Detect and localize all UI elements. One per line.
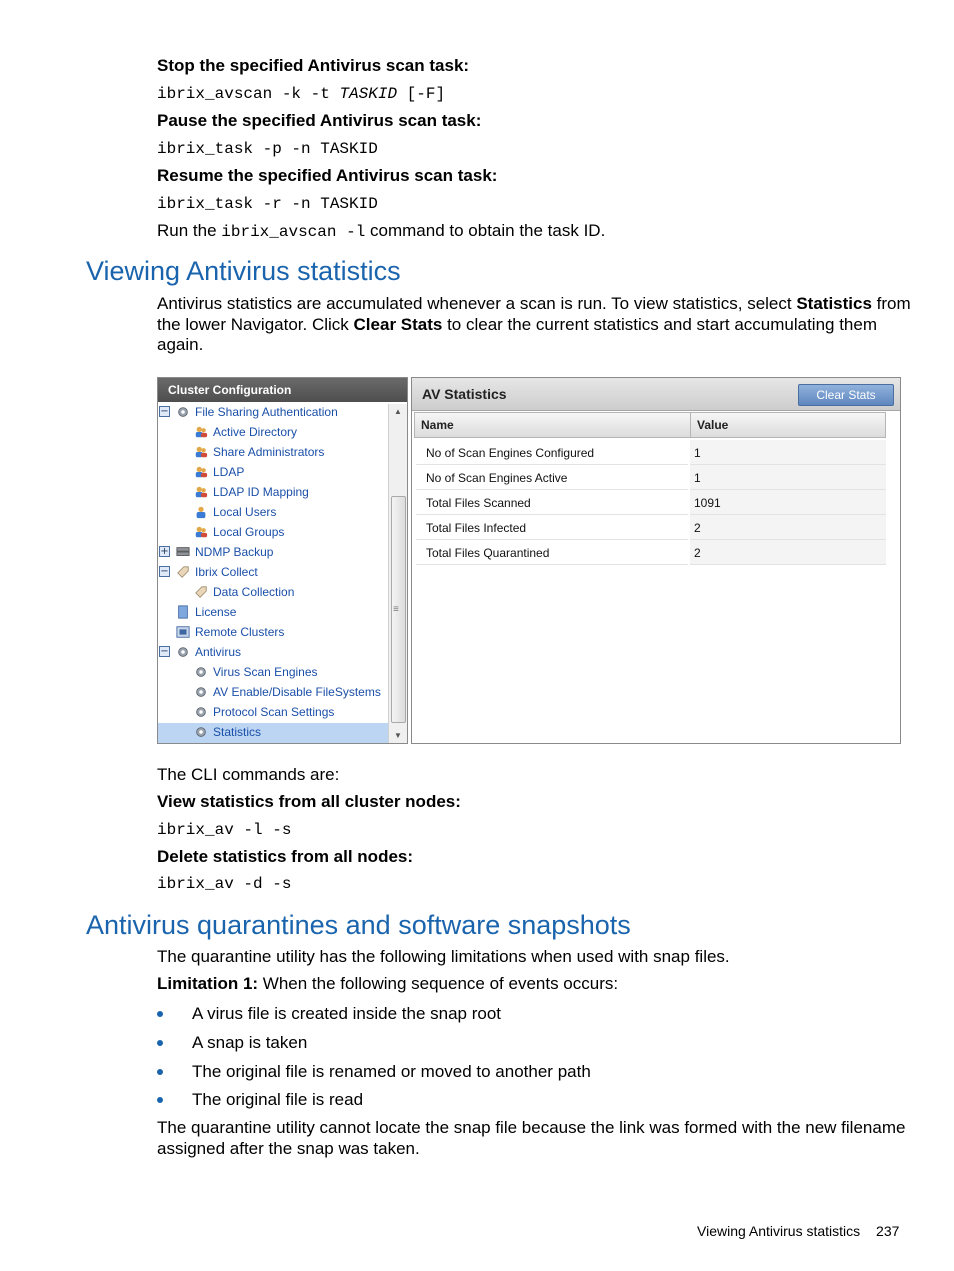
tree-item-statistics[interactable] [193, 723, 261, 741]
collapse-toggle-icon[interactable]: − [160, 566, 169, 577]
delete-stats-command: ibrix_av -d -s [157, 875, 292, 893]
stop-task-label: Stop the specified Antivirus scan task: [157, 56, 470, 75]
section1-paragraph-line2: the lower Navigator. Click Clear Stats to clear the current statistics and start accumulating them [157, 315, 877, 334]
tree-item-label: Antivirus [195, 645, 242, 659]
users-icon [193, 525, 209, 539]
license-icon [175, 605, 191, 619]
table-row[interactable] [414, 515, 886, 540]
scroll-grip-icon: ≡ [393, 604, 399, 615]
cell-name: Total Files Scanned [426, 496, 531, 510]
tree-item-active-directory[interactable] [193, 423, 297, 441]
section1-paragraph-line3: again. [157, 335, 204, 354]
tree-item-license[interactable] [175, 603, 236, 621]
gear-icon [193, 685, 209, 699]
tree-item-ibrix-collect[interactable] [175, 563, 258, 581]
limitation-bullets: A virus file is created inside the snap root A snap is taken The original file is renamed or moved to another path The original file is read [157, 1004, 857, 1114]
tree-item-label: Data Collection [213, 585, 295, 599]
run-note: Run the ibrix_avscan -l command to obtain the task ID. [157, 221, 606, 241]
pause-task-command: ibrix_task -p -n TASKID [157, 140, 378, 158]
limitation-1: Limitation 1: When the following sequence of events occurs: [157, 974, 619, 993]
tree-item-label: Share Administrators [213, 445, 325, 459]
gear-icon [175, 405, 191, 419]
cell-value: 1091 [694, 496, 721, 510]
gear-icon [193, 725, 209, 739]
table-header [414, 412, 886, 438]
tree-item-label: Remote Clusters [195, 625, 285, 639]
cell-name: Total Files Infected [426, 521, 527, 535]
gear-icon [193, 665, 209, 679]
tree-item-label: Statistics [213, 725, 262, 739]
gear-icon [175, 645, 191, 659]
tree-item-ldap-id-mapping[interactable] [193, 483, 309, 501]
tree-item-label: File Sharing Authentication [195, 405, 338, 419]
tree-item-remote-clusters[interactable] [175, 623, 284, 641]
users-icon [193, 485, 209, 499]
closing-line2: assigned after the snap was taken. [157, 1139, 420, 1158]
clear-stats-button[interactable]: Clear Stats [798, 384, 894, 406]
tree-item-label: NDMP Backup [195, 545, 274, 559]
tree-item-label: Ibrix Collect [195, 565, 258, 579]
tree-item-av-enable-disable-filesystems[interactable] [193, 683, 381, 701]
cell-name: No of Scan Engines Active [426, 471, 568, 485]
section1-paragraph-line1: Antivirus statistics are accumulated whenever a scan is run. To view statistics, select Statistics from [157, 294, 911, 313]
av-statistics-screenshot [157, 377, 900, 743]
view-stats-label: View statistics from all cluster nodes: [157, 792, 461, 811]
user-icon [193, 505, 209, 519]
tree-item-label: Active Directory [213, 425, 298, 439]
tree-item-ldap[interactable] [193, 463, 244, 481]
collapse-toggle-icon[interactable]: − [160, 406, 169, 417]
users-icon [193, 425, 209, 439]
cell-name: Total Files Quarantined [426, 546, 550, 560]
expand-toggle-icon[interactable]: + [160, 546, 169, 557]
tree-item-label: AV Enable/Disable FileSystems [213, 685, 381, 699]
cli-intro: The CLI commands are: [157, 765, 340, 784]
tree-item-label: LDAP [213, 465, 245, 479]
tree-item-label: Protocol Scan Settings [213, 705, 335, 719]
cell-value: 1 [694, 471, 701, 485]
closing-line1: The quarantine utility cannot locate the snap file because the link was formed with the new filename [157, 1118, 906, 1137]
cell-value: 2 [694, 521, 701, 535]
cell-name: No of Scan Engines Configured [426, 446, 595, 460]
tree-item-label: Local Groups [213, 525, 285, 539]
navigator-scrollbar[interactable] [388, 404, 407, 743]
tree-item-local-users[interactable] [193, 503, 276, 521]
resume-task-label: Resume the specified Antivirus scan task: [157, 166, 498, 185]
users-icon [193, 465, 209, 479]
column-header-value[interactable]: Value [697, 418, 729, 432]
resume-task-command: ibrix_task -r -n TASKID [157, 195, 378, 213]
section-heading-quarantines: Antivirus quarantines and software snapshots [86, 910, 631, 940]
av-statistics-panel [411, 377, 901, 744]
navigator-title: Cluster Configuration [158, 378, 407, 402]
scroll-up-arrow-icon[interactable]: ▲ [394, 407, 402, 416]
tree-item-virus-scan-engines[interactable] [193, 663, 318, 681]
tree-item-label: License [195, 605, 237, 619]
collapse-toggle-icon[interactable]: − [160, 646, 169, 657]
scroll-down-arrow-icon[interactable]: ▼ [394, 731, 402, 740]
panel-title: AV Statistics [422, 386, 507, 402]
table-row[interactable] [414, 440, 886, 465]
delete-stats-label: Delete statistics from all nodes: [157, 847, 414, 866]
pause-task-label: Pause the specified Antivirus scan task: [157, 111, 482, 130]
table-row[interactable] [414, 465, 886, 490]
page-number: 237 [876, 1223, 900, 1239]
section-heading-viewing-statistics: Viewing Antivirus statistics [86, 256, 401, 286]
tree-item-share-administrators[interactable] [193, 443, 324, 461]
tree-item-ndmp-backup[interactable] [175, 543, 273, 561]
footer-title: Viewing Antivirus statistics [697, 1223, 861, 1239]
cluster-icon [175, 625, 191, 639]
table-row[interactable] [414, 540, 886, 565]
tree-item-antivirus[interactable] [175, 643, 241, 661]
tag-icon [175, 565, 191, 579]
statistics-table [414, 412, 886, 565]
view-stats-command: ibrix_av -l -s [157, 821, 292, 839]
gear-icon [193, 705, 209, 719]
tree-item-label: LDAP ID Mapping [213, 485, 309, 499]
tree-item-file-sharing-authentication[interactable] [175, 403, 338, 421]
users-icon [193, 445, 209, 459]
cell-value: 2 [694, 546, 701, 560]
cluster-navigator [157, 377, 408, 744]
column-header-name[interactable]: Name [421, 418, 454, 432]
tree-item-local-groups[interactable] [193, 523, 284, 541]
table-row[interactable] [414, 490, 886, 515]
panel-header [412, 378, 900, 411]
cell-value: 1 [694, 446, 701, 460]
tree-item-label: Local Users [213, 505, 277, 519]
page-footer [697, 1223, 899, 1239]
tree-item-data-collection[interactable] [193, 583, 294, 601]
section2-intro: The quarantine utility has the following limitations when used with snap files. [157, 947, 730, 966]
tree-item-label: Virus Scan Engines [213, 665, 318, 679]
tree-item-protocol-scan-settings[interactable] [193, 703, 334, 721]
tag-icon [193, 585, 209, 599]
stop-task-command: ibrix_avscan -k -t TASKID [-F] [157, 85, 446, 103]
server-icon [175, 545, 191, 559]
